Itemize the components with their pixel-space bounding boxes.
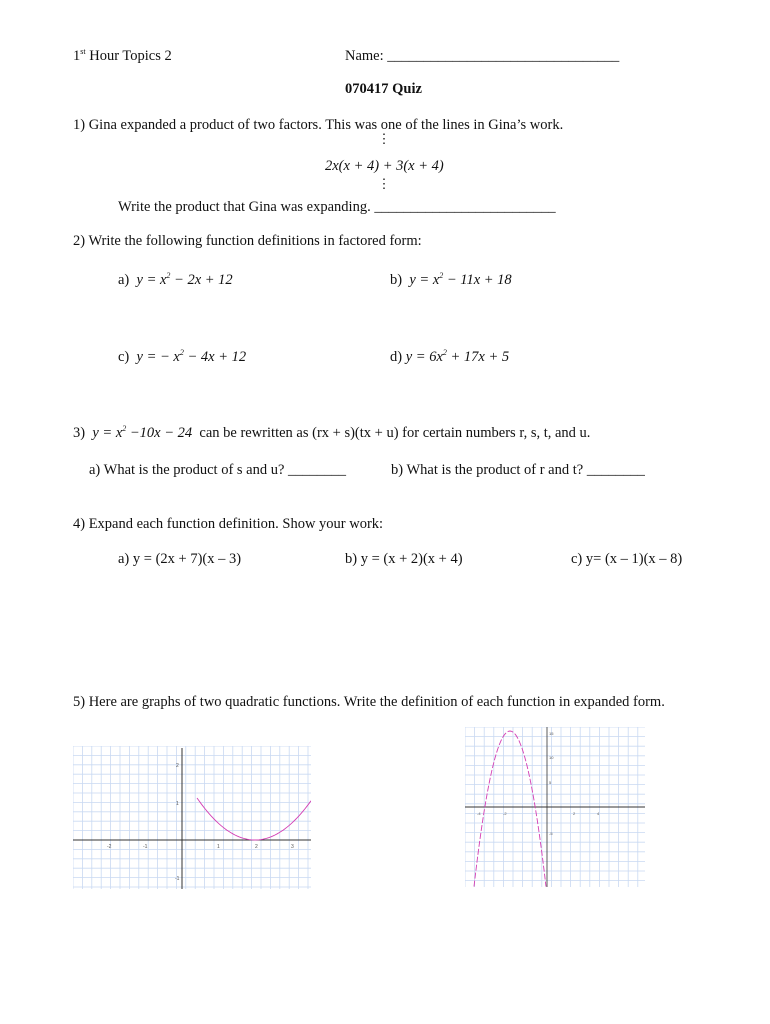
q2-a [118, 273, 233, 288]
graph-2 [465, 727, 645, 887]
q4-prompt: 4) Expand each function definition. Show your work: [73, 516, 384, 532]
q1-vdots-top: ⋮ [377, 131, 391, 146]
q2-d-expr: $y = 6x^2 + 17x + 5$ [405, 348, 510, 365]
graph-2-y-tick-15: 15 [549, 731, 554, 736]
course-title [73, 49, 172, 64]
name-label: Name: [345, 48, 384, 64]
graph-2-y-tick-5: 5 [549, 780, 552, 785]
quiz-title: 070417 Quiz [345, 81, 422, 97]
graph-1-x-tick-1: 1 [217, 844, 220, 850]
q1-vdots-bottom: ⋮ [377, 176, 391, 191]
q1-expression: 2x(x + 4) + 3(x + 4) [325, 158, 444, 174]
q3-text: can be rewritten as (rx + s)(tx + u) for certain numbers r, s, t, and u. [199, 425, 591, 441]
graph-1-y-tick-neg1: -1 [175, 876, 180, 882]
graph-1-x-tick-3: 3 [291, 844, 294, 850]
q4-b: b) y = (x + 2)(x + 4) [345, 551, 463, 567]
q3-statement [73, 426, 590, 441]
q3-b[interactable]: b) What is the product of r and t? ________ [391, 462, 645, 478]
q2-b-expr: $y = x^2 - 11x + 18$ [409, 271, 512, 288]
graph-2-y-tick-10: 10 [549, 755, 554, 760]
q3-a[interactable]: a) What is the product of s and u? ________ [89, 462, 347, 478]
q2-c [118, 350, 246, 365]
name-line[interactable] [345, 49, 619, 64]
graph-1-x-tick-2: 2 [255, 844, 258, 850]
q2-c-label: c) [118, 349, 130, 365]
graph-2-x-tick-4: 4 [597, 811, 600, 816]
q1-task-text: Write the product that Gina was expanding. [118, 199, 371, 215]
q2-c-expr: y = − $x^2 - 4x + 12$ [136, 348, 247, 365]
course-name: Hour Topics 2 [89, 48, 172, 64]
q2-a-expr: $y = x^2 - 2x + 12$ [136, 271, 233, 288]
graph-2-y-tick-neg5: -5 [549, 831, 553, 836]
name-blank[interactable]: ________________________________ [387, 48, 620, 64]
q2-d [390, 350, 509, 365]
course-number: 1 [73, 48, 81, 64]
q1-answer-blank[interactable]: _________________________ [374, 199, 556, 215]
q5-prompt: 5) Here are graphs of two quadratic functions. Write the definition of each function in expanded form. [73, 694, 665, 710]
q1-task [118, 200, 556, 215]
q3-label: 3) [73, 425, 86, 441]
graph-2-x-tick-2: 2 [573, 811, 576, 816]
graph-1-x-tick-neg1: -1 [143, 844, 148, 850]
q2-a-label: a) [118, 272, 130, 288]
q2-prompt: 2) Write the following function definitions in factored form: [73, 233, 422, 249]
q4-a: a) y = (2x + 7)(x – 3) [118, 551, 242, 567]
q2-b-label: b) [390, 272, 403, 288]
graph-2-x-tick-neg4: -4 [477, 811, 481, 816]
graph-1-y-tick-2: 2 [176, 763, 179, 769]
q2-d-label: d) [390, 349, 403, 365]
graph-1-grid [73, 746, 311, 889]
graph-2-curve [474, 731, 546, 887]
graph-1 [73, 746, 311, 889]
q4-c: c) y= (x – 1)(x – 8) [571, 551, 683, 567]
course-ordinal: st [80, 47, 86, 56]
graph-1-y-tick-1: 1 [176, 801, 179, 807]
q1-prompt: 1) Gina expanded a product of two factors. This was one of the lines in Gina’s work. [73, 117, 564, 133]
q2-b [390, 273, 512, 288]
graph-2-x-tick-neg2: -2 [503, 811, 507, 816]
q3-expr: $y = x^2 -10x - 24$ [92, 424, 193, 441]
graph-1-x-tick-neg2: -2 [107, 844, 112, 850]
